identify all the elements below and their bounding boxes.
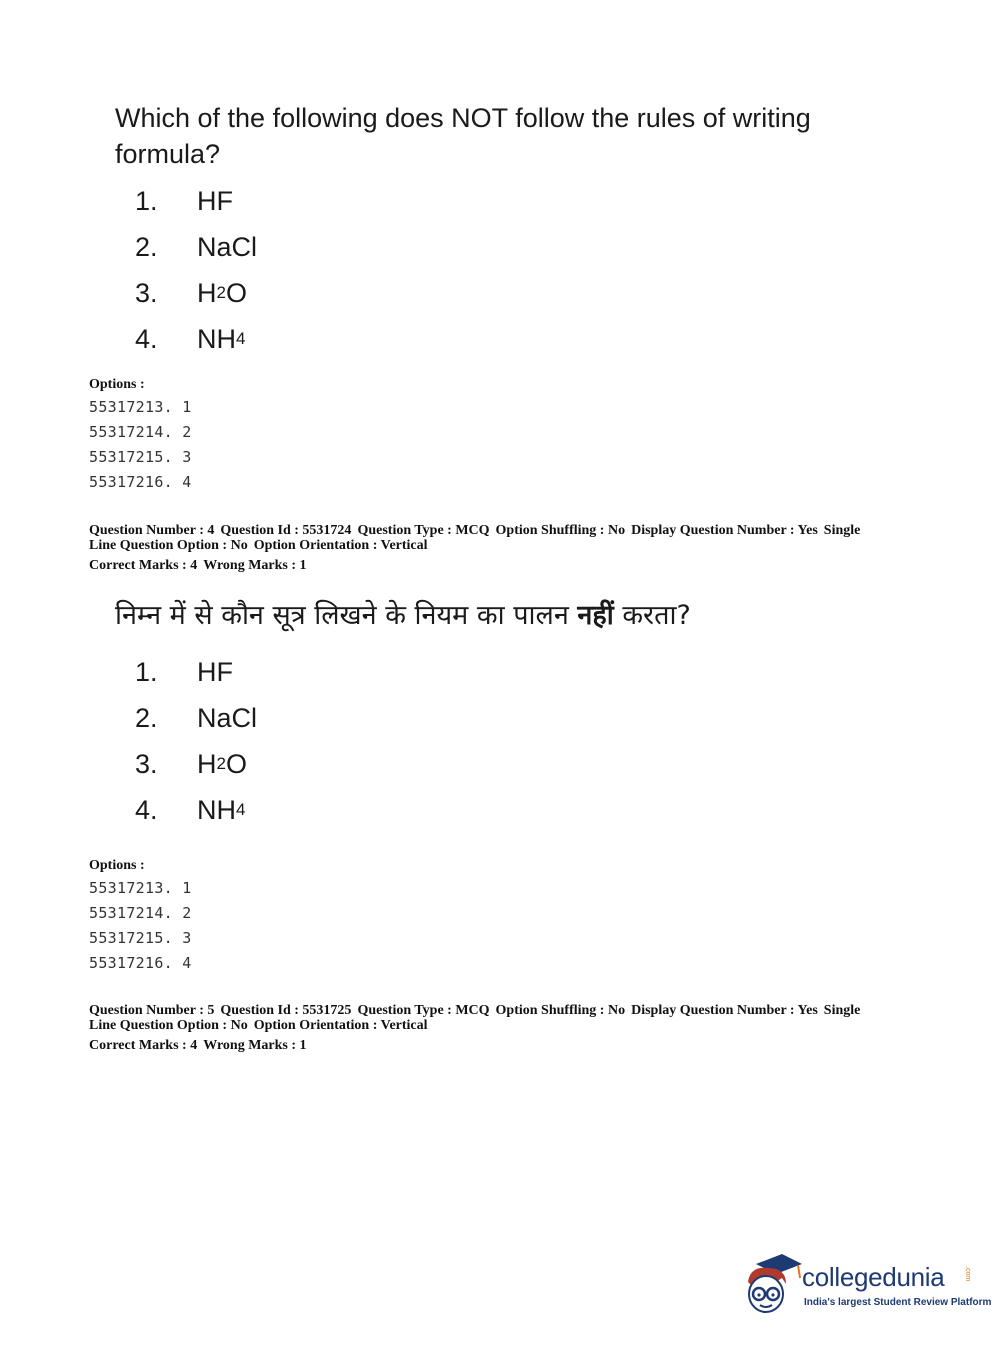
meta-field: Line Question Option : No xyxy=(89,1018,248,1033)
choice-text: HF xyxy=(197,185,233,216)
choice-number: 1. xyxy=(135,656,158,687)
wrong-marks: Wrong Marks : 1 xyxy=(203,1038,307,1053)
meta-field: Display Question Number : Yes xyxy=(631,523,818,538)
logo-tagline: India's largest Student Review Platform xyxy=(804,1297,992,1308)
option-id: 55317216. 4 xyxy=(89,954,192,972)
options-block xyxy=(89,377,192,495)
meta-field: Question Number : 4 xyxy=(89,523,215,538)
meta-field: Option Shuffling : No xyxy=(495,523,626,538)
choice-text: H xyxy=(197,748,217,779)
option-id: 55317214. 2 xyxy=(89,423,192,441)
wrong-marks: Wrong Marks : 1 xyxy=(203,558,307,573)
question-hindi-part: करता? xyxy=(613,600,691,631)
question-meta-q4 xyxy=(89,523,909,573)
choice-subscript: 4 xyxy=(236,329,246,348)
options-block xyxy=(89,858,192,976)
question-text-english: Which of the following does NOT follow the rules of writing formula? xyxy=(115,103,811,169)
logo-wordmark: collegedunia xyxy=(802,1262,945,1292)
collegedunia-logo[interactable] xyxy=(742,1252,992,1322)
choice-subscript: 2 xyxy=(216,283,226,302)
meta-field: Single xyxy=(823,523,861,538)
meta-field: Single xyxy=(823,1003,861,1018)
meta-line xyxy=(89,1003,909,1018)
question-hindi-part: निम्न में से कौन सूत्र लिखने के नियम का पालन xyxy=(115,600,578,631)
marks-line xyxy=(89,558,909,573)
choice-text-tail: O xyxy=(225,277,247,308)
meta-field: Question Number : 5 xyxy=(89,1003,215,1018)
choice-text: HF xyxy=(197,656,233,687)
choice-number: 4. xyxy=(135,323,158,354)
question-meta-q5 xyxy=(89,1003,909,1053)
choice-item xyxy=(135,270,257,316)
question-hindi-emphasis: नहीं xyxy=(577,600,614,631)
choice-text: NaCl xyxy=(197,702,258,733)
choice-subscript: 4 xyxy=(236,800,246,819)
choice-text: NH xyxy=(197,794,236,825)
choice-number: 4. xyxy=(135,794,158,825)
choice-item xyxy=(135,178,257,224)
mascot-icon xyxy=(742,1252,804,1318)
correct-marks: Correct Marks : 4 xyxy=(89,558,198,573)
choice-list-english xyxy=(135,178,257,362)
choice-number: 3. xyxy=(135,748,158,779)
meta-field: Question Id : 5531724 xyxy=(220,523,352,538)
choice-list-hindi xyxy=(135,649,257,833)
choice-number: 1. xyxy=(135,185,158,216)
choice-text: H xyxy=(197,277,217,308)
meta-line xyxy=(89,523,909,538)
meta-line xyxy=(89,1018,909,1033)
options-label: Options : xyxy=(89,858,145,873)
choice-subscript: 2 xyxy=(216,754,226,773)
option-id: 55317215. 3 xyxy=(89,929,192,947)
choice-number: 3. xyxy=(135,277,158,308)
option-id: 55317213. 1 xyxy=(89,879,192,897)
logo-dotcom: .com xyxy=(964,1266,971,1282)
meta-field: Display Question Number : Yes xyxy=(631,1003,818,1018)
meta-field: Option Orientation : Vertical xyxy=(253,1018,428,1033)
meta-field: Question Id : 5531725 xyxy=(220,1003,352,1018)
options-label: Options : xyxy=(89,377,145,392)
choice-item xyxy=(135,787,257,833)
option-id: 55317216. 4 xyxy=(89,473,192,491)
meta-field: Question Type : MCQ xyxy=(357,523,490,538)
meta-field: Option Shuffling : No xyxy=(495,1003,626,1018)
choice-item xyxy=(135,649,257,695)
choice-text: NH xyxy=(197,323,236,354)
meta-field: Question Type : MCQ xyxy=(357,1003,490,1018)
option-id: 55317215. 3 xyxy=(89,448,192,466)
meta-line xyxy=(89,538,909,553)
meta-field: Option Orientation : Vertical xyxy=(253,538,428,553)
choice-item xyxy=(135,224,257,270)
choice-number: 2. xyxy=(135,231,158,262)
question-text-hindi xyxy=(115,598,875,634)
correct-marks: Correct Marks : 4 xyxy=(89,1038,198,1053)
option-id: 55317214. 2 xyxy=(89,904,192,922)
marks-line xyxy=(89,1038,909,1053)
choice-item xyxy=(135,316,257,362)
choice-text-tail: O xyxy=(225,748,247,779)
choice-item xyxy=(135,695,257,741)
meta-field: Line Question Option : No xyxy=(89,538,248,553)
choice-text: NaCl xyxy=(197,231,258,262)
option-id: 55317213. 1 xyxy=(89,398,192,416)
choice-number: 2. xyxy=(135,702,158,733)
choice-item xyxy=(135,741,257,787)
